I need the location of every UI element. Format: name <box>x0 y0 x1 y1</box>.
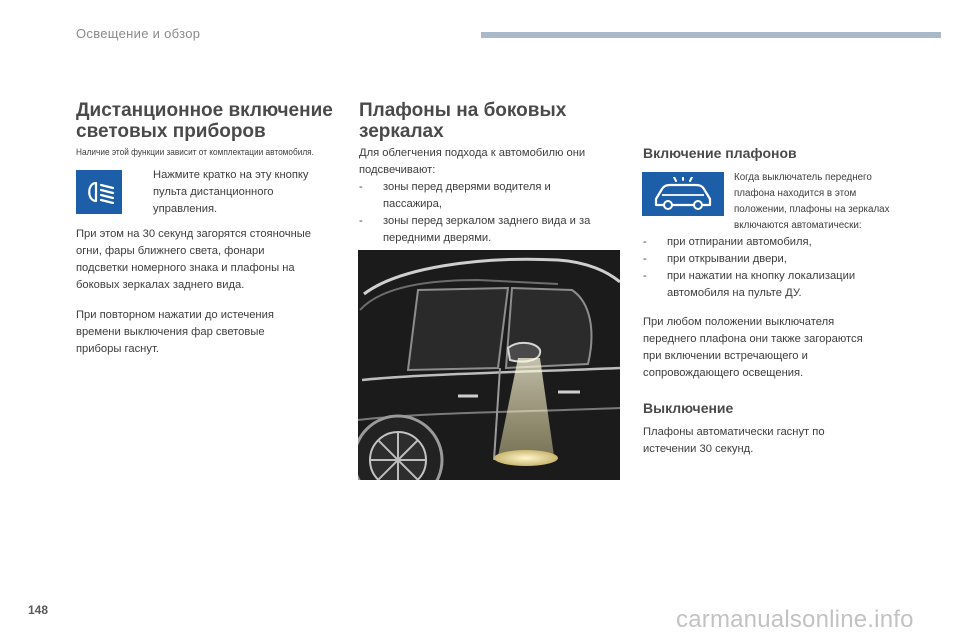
list-dash: - <box>359 215 363 227</box>
list-line: при отпирании автомобиля, <box>667 236 812 248</box>
middle-title-line1: Плафоны на боковых <box>359 100 567 121</box>
paragraph-line: огни, фары ближнего света, фонари <box>76 245 265 257</box>
list-dash: - <box>643 253 647 265</box>
paragraph-line: времени выключения фар световые <box>76 326 265 338</box>
paragraph-line: переднего плафона они также загораются <box>643 333 863 345</box>
list-line: передними дверями. <box>383 232 492 244</box>
paragraph-line: При любом положении выключателя <box>643 316 835 328</box>
middle-title-line2: зеркалах <box>359 121 444 142</box>
paragraph-line: приборы гаснут. <box>76 343 159 355</box>
list-dash: - <box>643 270 647 282</box>
note-line: положении, плафоны на зеркалах <box>734 204 890 215</box>
dome-light-switch-box <box>642 172 724 216</box>
off-paragraph <box>643 424 825 458</box>
car-light-icon <box>650 177 716 211</box>
header-bar <box>481 32 941 38</box>
paragraph-line: подсветки номерного знака и плафоны на <box>76 262 295 274</box>
paragraph-line: Плафоны автоматически гаснут по <box>643 426 825 438</box>
paragraph-line: При этом на 30 секунд загорятся стояночные <box>76 228 312 240</box>
paragraph-line: сопровождающего освещения. <box>643 367 804 379</box>
right-paragraph <box>643 314 863 382</box>
step-line: управления. <box>153 203 218 215</box>
left-paragraph-1 <box>76 226 311 294</box>
section-header: Освещение и обзор <box>76 26 201 41</box>
car-mirror-light-illustration <box>358 250 620 480</box>
car-illustration <box>358 250 620 480</box>
list-item <box>359 179 621 213</box>
intro-line: Для облегчения подхода к автомобилю они <box>359 147 586 159</box>
auto-on-list <box>643 234 923 302</box>
list-line: автомобиля на пульте ДУ. <box>667 287 802 299</box>
title-turn-on: Включение плафонов <box>643 145 797 161</box>
paragraph-line: боковых зеркалах заднего вида. <box>76 279 245 291</box>
headlight-icon <box>82 180 116 204</box>
availability-note: Наличие этой функции зависит от комплектации автомобиля. <box>76 147 314 157</box>
switch-note <box>734 170 890 234</box>
list-line: зоны перед зеркалом заднего вида и за <box>383 215 591 227</box>
watermark: carmanualsonline.info <box>676 606 914 633</box>
right-list <box>643 234 923 302</box>
title-turn-off: Выключение <box>643 400 734 416</box>
page-number: 148 <box>28 603 49 617</box>
headlight-button-box <box>76 170 122 214</box>
paragraph-line: истечении 30 секунд. <box>643 443 754 455</box>
list-dash: - <box>643 236 647 248</box>
middle-intro <box>359 145 621 247</box>
step-line: Нажмите кратко на эту кнопку <box>153 169 309 181</box>
list-item <box>643 234 923 251</box>
step-line: пульта дистанционного <box>153 186 274 198</box>
left-title-line2: световых приборов <box>76 121 266 142</box>
intro-line: подсвечивают: <box>359 164 436 176</box>
step-text <box>153 167 309 218</box>
left-paragraph-2 <box>76 307 274 358</box>
note-line: плафона находится в этом <box>734 188 857 199</box>
list-dash: - <box>359 181 363 193</box>
list-item <box>643 251 923 268</box>
list-line: пассажира, <box>383 198 442 210</box>
list-item <box>643 268 923 302</box>
paragraph-line: при включении встречающего и <box>643 350 808 362</box>
list-line: при открывании двери, <box>667 253 787 265</box>
list-item <box>359 213 621 247</box>
left-title <box>76 100 333 142</box>
list-line: при нажатии на кнопку локализации <box>667 270 856 282</box>
paragraph-line: При повторном нажатии до истечения <box>76 309 274 321</box>
middle-title <box>359 100 566 142</box>
left-title-line1: Дистанционное включение <box>76 100 333 121</box>
middle-list <box>359 179 621 247</box>
list-line: зоны перед дверями водителя и <box>383 181 551 193</box>
note-line: включаются автоматически: <box>734 220 862 231</box>
note-line: Когда выключатель переднего <box>734 172 872 183</box>
